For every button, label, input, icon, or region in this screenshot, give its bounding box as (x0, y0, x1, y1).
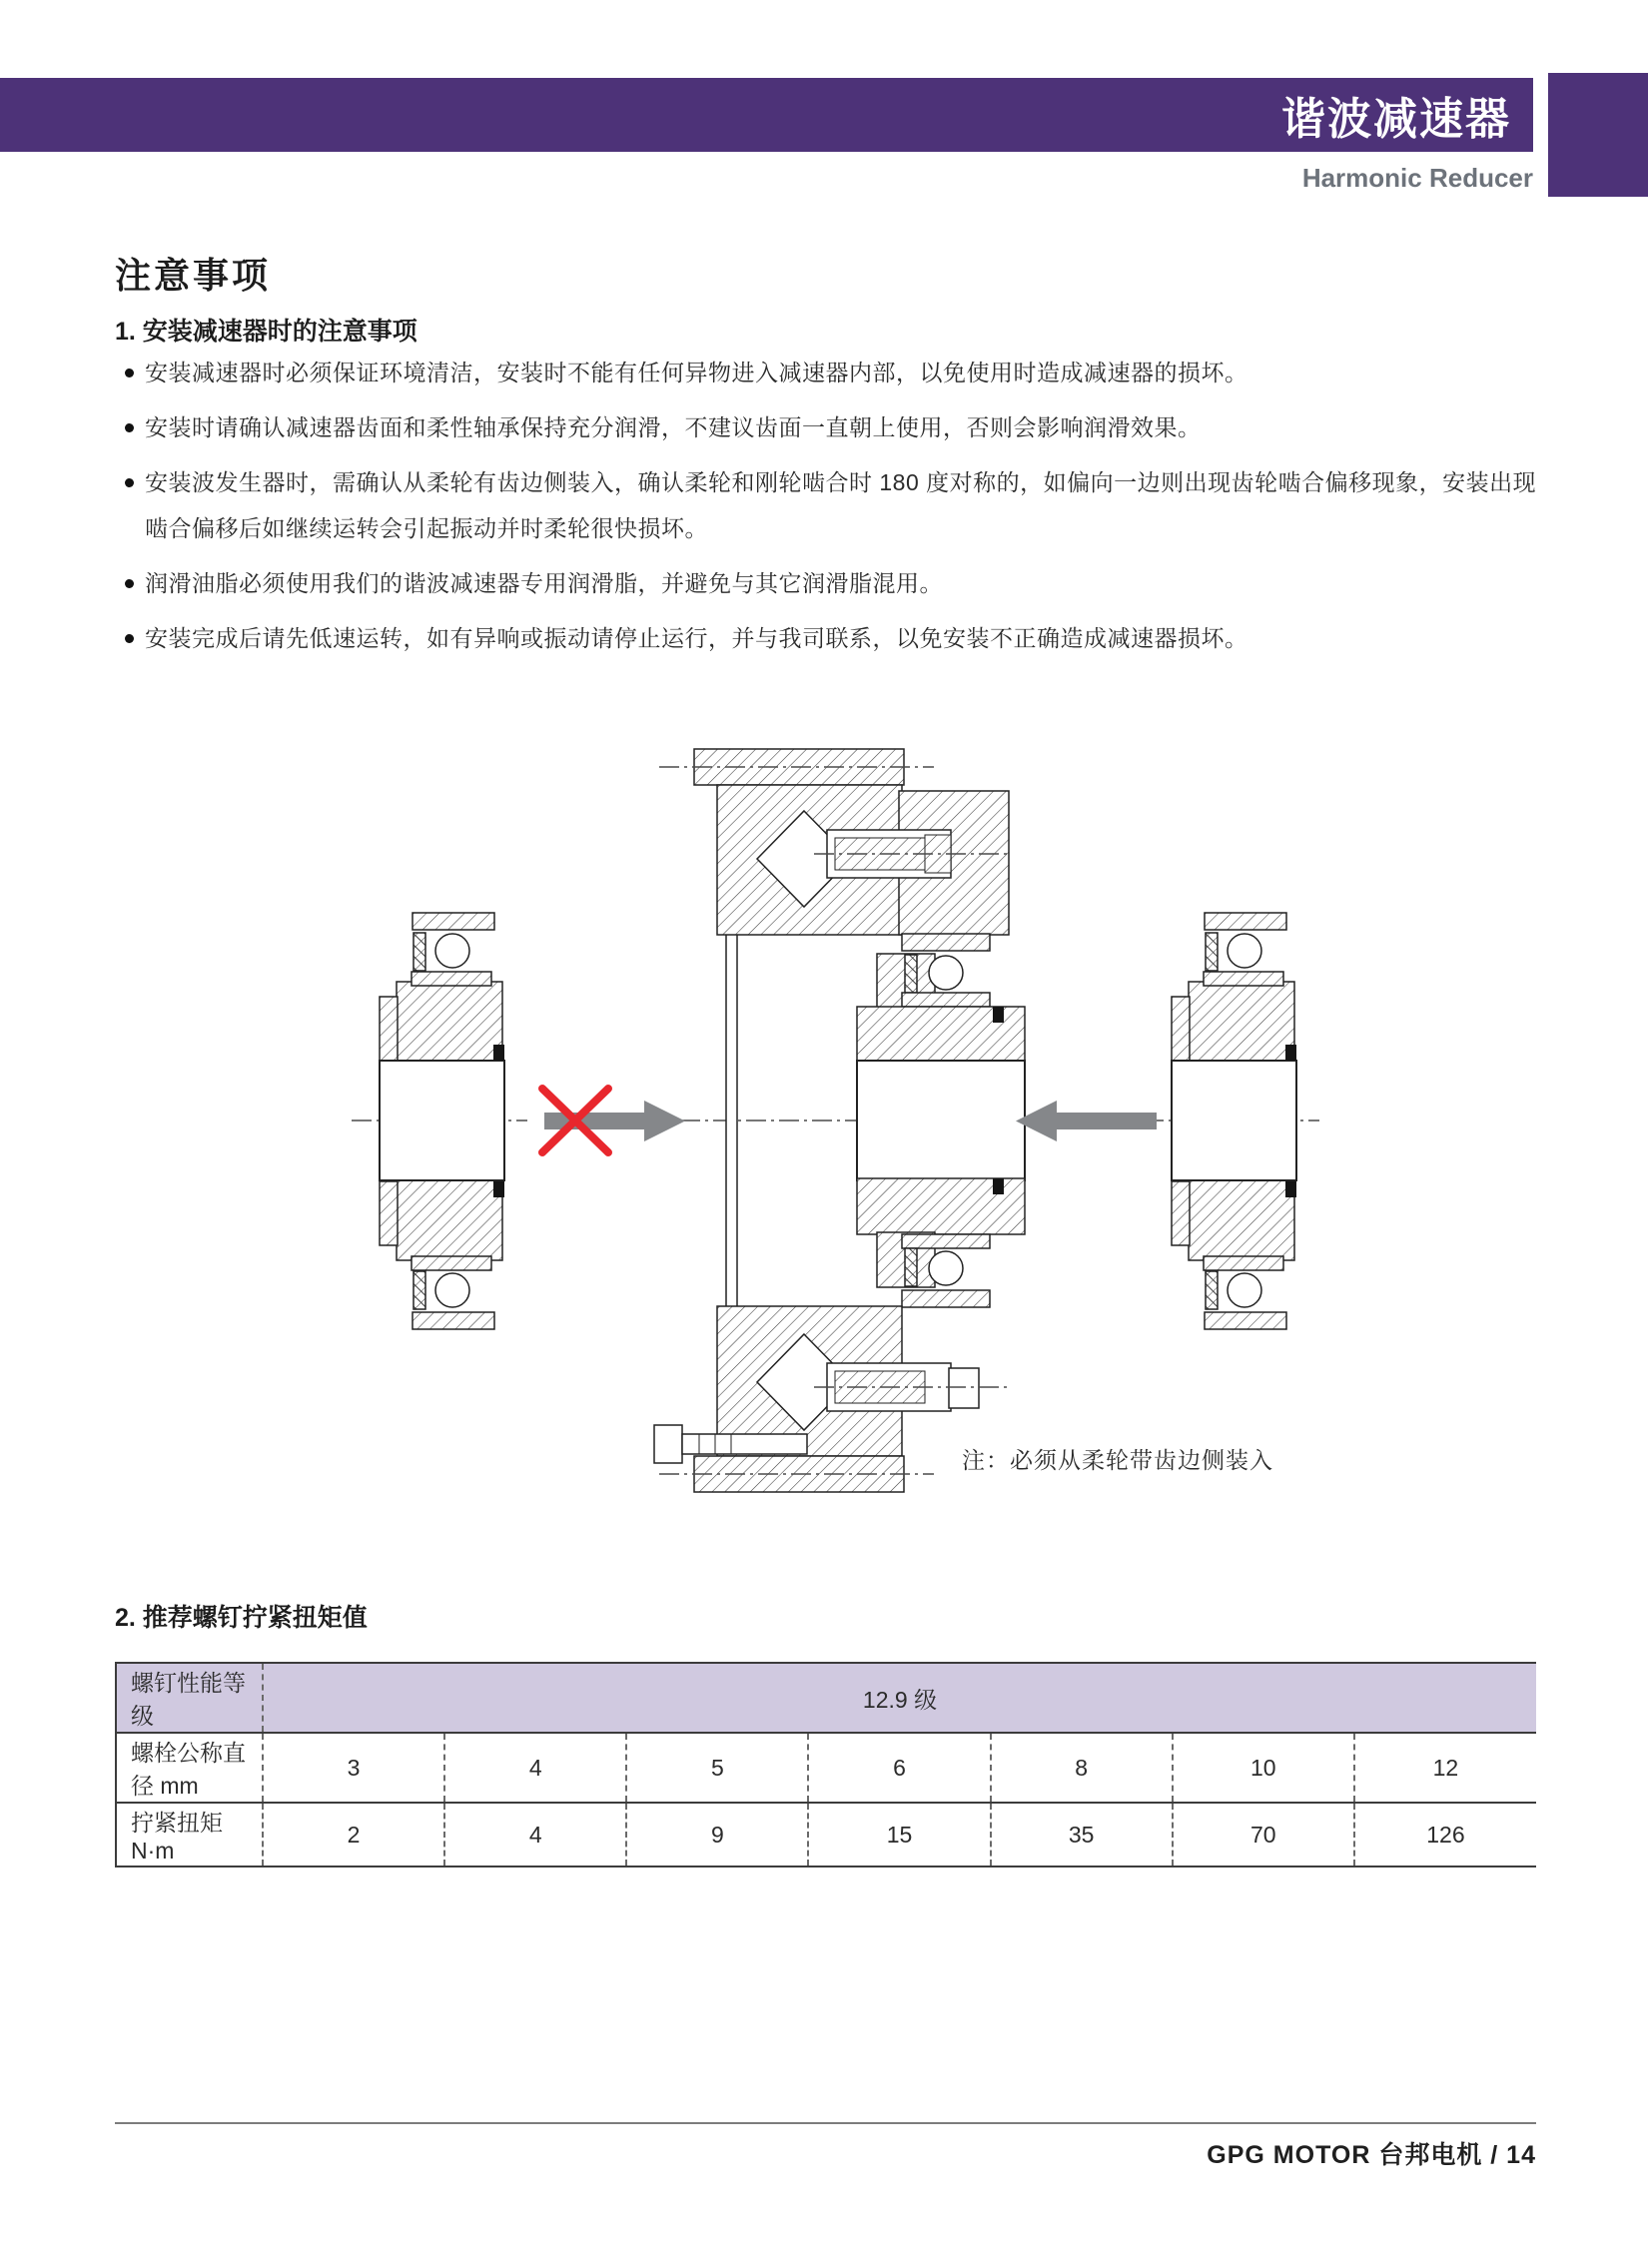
table-cell: 12 (1354, 1733, 1536, 1803)
page-title-en: Harmonic Reducer (1301, 163, 1533, 193)
table-row (116, 1803, 1536, 1867)
table-cell: 4 (444, 1733, 626, 1803)
footer-page-label: GPG MOTOR 台邦电机 / 14 (1207, 2141, 1536, 2169)
table-cell: 10 (1173, 1733, 1354, 1803)
diagram-note: 注：必须从柔轮带齿边侧装入 (962, 1447, 1273, 1473)
table-cell: 9 (626, 1803, 808, 1867)
footer-divider (115, 2122, 1536, 2124)
table-cell: 8 (991, 1733, 1173, 1803)
table-header-label: 螺钉性能等级 (116, 1663, 263, 1733)
note-text: 安装波发生器时，需确认从柔轮有齿边侧装入，确认柔轮和刚轮啮合时 180 度对称的，如偏向一边则出现齿轮啮合偏移现象，安装出现啮合偏移后如继续运转会引起振动并时柔轮很快损坏。 (145, 469, 1537, 541)
table-cell: 35 (991, 1803, 1173, 1867)
list-item (115, 459, 1545, 551)
center-assembly-drawing (647, 749, 1047, 1492)
table-cell: 2 (263, 1803, 444, 1867)
table-cell: 15 (808, 1803, 990, 1867)
list-item (115, 560, 1545, 606)
table-cell: 6 (808, 1733, 990, 1803)
table-cell: 126 (1354, 1803, 1536, 1867)
right-assembly-drawing (1144, 913, 1319, 1329)
header-corner-block (1548, 73, 1648, 197)
correct-direction-arrow (1016, 1101, 1157, 1141)
note-text: 安装时请确认减速器齿面和柔性轴承保持充分润滑，不建议齿面一直朝上使用，否则会影响润滑效果。 (145, 414, 1202, 440)
list-item (115, 615, 1545, 661)
page-title-zh: 谐波减速器 (1281, 95, 1511, 144)
section-heading-torque: 2. 推荐螺钉拧紧扭矩值 (115, 1604, 368, 1632)
row-label: 拧紧扭矩 N·m (116, 1803, 263, 1867)
note-text: 安装减速器时必须保证环境清洁，安装时不能有任何异物进入减速器内部，以免使用时造成减速器的损坏。 (145, 360, 1248, 385)
list-item (115, 404, 1545, 450)
table-cell: 70 (1173, 1803, 1354, 1867)
list-item (115, 350, 1545, 395)
page-header-banner (0, 78, 1533, 152)
table-cell: 4 (444, 1803, 626, 1867)
note-text: 润滑油脂必须使用我们的谐波减速器专用润滑脂，并避免与其它润滑脂混用。 (145, 570, 943, 596)
section-heading-notes: 注意事项 (115, 255, 272, 296)
row-label: 螺栓公称直径 mm (116, 1733, 263, 1803)
subsection-heading-install-notes: 1. 安装减速器时的注意事项 (115, 318, 417, 346)
table-cell: 5 (626, 1733, 808, 1803)
note-text: 安装完成后请先低速运转，如有异响或振动请停止运行，并与我司联系，以免安装不正确造成减速器损坏。 (145, 625, 1248, 651)
installation-diagram (0, 729, 1652, 1518)
table-cell: 3 (263, 1733, 444, 1803)
torque-table (115, 1662, 1536, 1868)
table-row (116, 1733, 1536, 1803)
install-notes-list (115, 350, 1545, 670)
table-header-row (116, 1663, 1536, 1733)
left-assembly-drawing (352, 913, 527, 1329)
table-header-value: 12.9 级 (263, 1663, 1536, 1733)
